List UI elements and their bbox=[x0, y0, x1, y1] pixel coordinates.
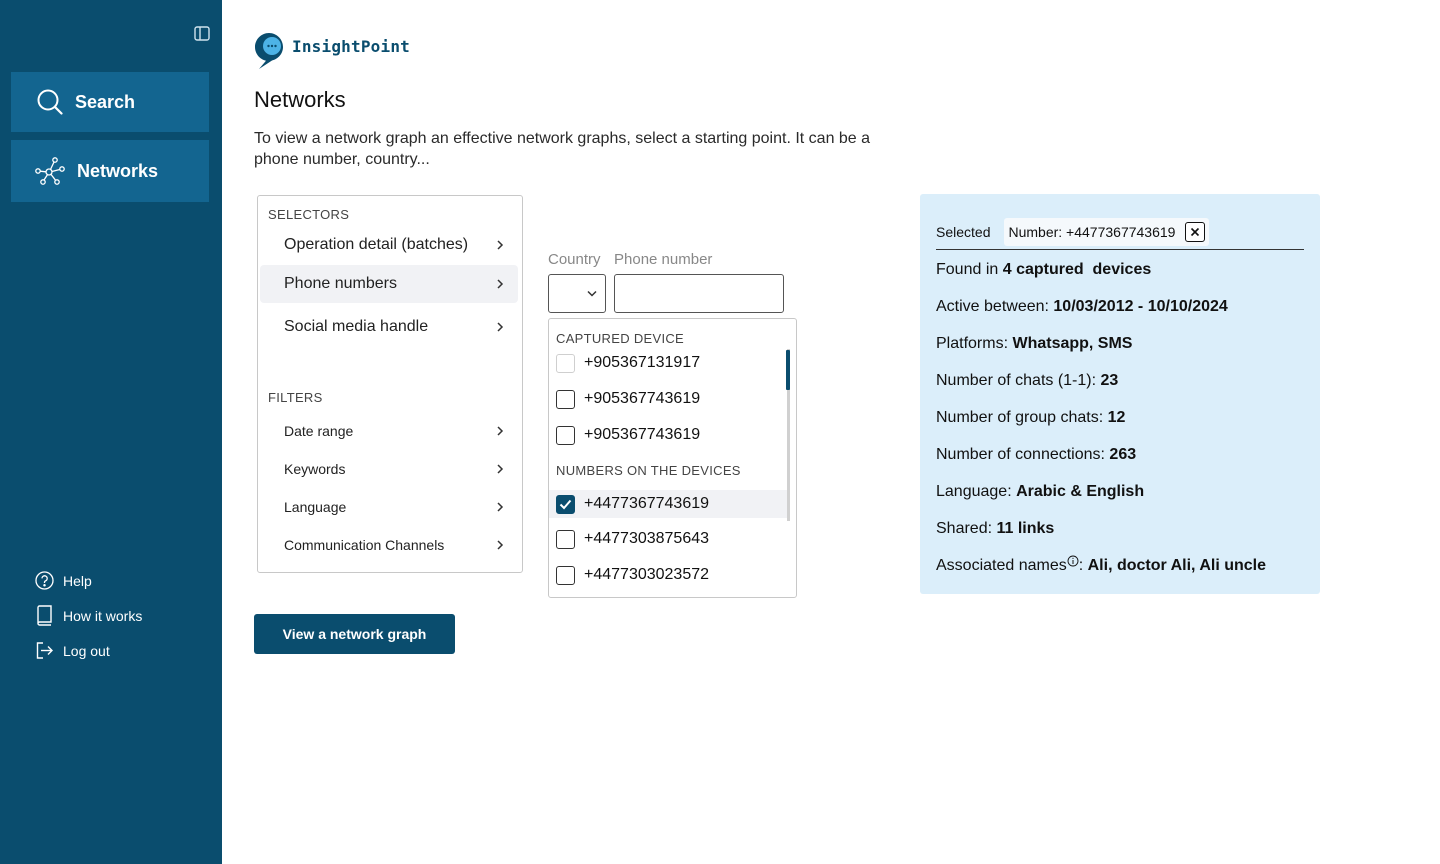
info-language bbox=[936, 483, 1144, 501]
info-value: 23 bbox=[1100, 372, 1119, 389]
phone-number-text: +905367131917 bbox=[584, 354, 701, 371]
book-icon bbox=[35, 605, 54, 626]
sidebar-collapse-icon[interactable] bbox=[194, 26, 210, 41]
chevron-right-icon bbox=[494, 463, 506, 475]
info-label: Associated names bbox=[936, 557, 1067, 574]
info-value: 11 links bbox=[996, 520, 1055, 537]
remove-selection-button[interactable] bbox=[1185, 222, 1205, 242]
filters-heading: FILTERS bbox=[268, 390, 323, 405]
checkbox[interactable] bbox=[556, 354, 575, 373]
chip-label: Number: +4477367743619 bbox=[1008, 223, 1176, 240]
list-item[interactable] bbox=[549, 421, 787, 449]
logout-label: Log out bbox=[63, 642, 110, 659]
scrollbar-thumb[interactable] bbox=[786, 350, 790, 390]
network-icon bbox=[35, 157, 65, 185]
chevron-down-icon bbox=[586, 290, 598, 298]
info-group-chats bbox=[936, 409, 1125, 427]
checkmark-icon bbox=[559, 499, 572, 510]
selector-social-media-handle[interactable] bbox=[260, 308, 518, 346]
info-platforms bbox=[936, 335, 1132, 353]
info-label: Active between: bbox=[936, 298, 1054, 315]
app-name: InsightPoint bbox=[292, 36, 410, 56]
selected-chip bbox=[1004, 218, 1209, 246]
logout-link[interactable] bbox=[35, 641, 110, 660]
captured-device-heading: CAPTURED DEVICE bbox=[556, 331, 685, 346]
list-item[interactable] bbox=[549, 561, 787, 589]
info-chats bbox=[936, 372, 1118, 390]
info-label: Platforms: bbox=[936, 335, 1013, 352]
info-value: Ali, doctor Ali, Ali uncle bbox=[1087, 557, 1267, 574]
selectors-heading: SELECTORS bbox=[268, 207, 350, 222]
filter-label: Language bbox=[284, 499, 347, 515]
checkbox[interactable] bbox=[556, 426, 575, 445]
nav-search[interactable] bbox=[11, 72, 209, 132]
chevron-right-icon bbox=[494, 278, 506, 290]
info-label: Number of connections: bbox=[936, 446, 1110, 463]
checkbox-checked[interactable] bbox=[556, 495, 575, 514]
logout-icon bbox=[35, 641, 54, 660]
nav-networks-label: Networks bbox=[77, 160, 159, 181]
info-value: 12 bbox=[1107, 409, 1126, 426]
list-item[interactable] bbox=[549, 349, 787, 377]
filter-keywords[interactable] bbox=[260, 452, 518, 486]
list-item[interactable] bbox=[549, 525, 787, 553]
info-label: Number of group chats: bbox=[936, 409, 1108, 426]
selector-operation-detail[interactable] bbox=[260, 226, 518, 264]
filter-label: Communication Channels bbox=[284, 537, 445, 553]
filter-language[interactable] bbox=[260, 490, 518, 524]
info-value: 10/03/2012 - 10/10/2024 bbox=[1053, 298, 1228, 315]
phone-number-text: +905367743619 bbox=[584, 390, 701, 407]
sidebar bbox=[0, 0, 222, 864]
nav-networks[interactable] bbox=[11, 140, 209, 202]
help-icon bbox=[35, 571, 54, 590]
numbers-on-devices-heading: NUMBERS ON THE DEVICES bbox=[556, 463, 741, 478]
how-it-works-link[interactable] bbox=[35, 605, 142, 626]
help-link[interactable] bbox=[35, 571, 92, 590]
info-icon[interactable] bbox=[1067, 555, 1079, 567]
phone-number-text: +4477303875643 bbox=[584, 530, 710, 547]
chevron-right-icon bbox=[494, 239, 506, 251]
selection-info-panel bbox=[920, 194, 1320, 594]
list-item[interactable] bbox=[549, 385, 787, 413]
info-value: Whatsapp, SMS bbox=[1012, 335, 1133, 352]
chevron-right-icon bbox=[494, 321, 506, 333]
checkbox[interactable] bbox=[556, 530, 575, 549]
info-label: Language: bbox=[936, 483, 1017, 500]
phone-number-text: +4477303023572 bbox=[584, 566, 710, 583]
info-value: 263 bbox=[1109, 446, 1137, 463]
phone-number-dropdown[interactable] bbox=[548, 318, 797, 598]
info-separator: : bbox=[1078, 557, 1088, 574]
view-network-graph-button[interactable]: View a network graph bbox=[254, 614, 455, 654]
selectors-panel bbox=[257, 195, 523, 573]
help-label: Help bbox=[63, 572, 92, 589]
selector-phone-numbers[interactable] bbox=[260, 265, 518, 303]
info-found bbox=[936, 261, 1151, 279]
info-active-between bbox=[936, 298, 1228, 316]
filter-date-range[interactable] bbox=[260, 414, 518, 448]
info-label: Number of chats (1-1): bbox=[936, 372, 1101, 389]
selected-label: Selected bbox=[936, 223, 991, 240]
list-item[interactable] bbox=[549, 490, 787, 518]
phone-number-label: Phone number bbox=[614, 251, 713, 268]
app-logo bbox=[254, 32, 410, 70]
chat-bubble-logo-icon bbox=[254, 32, 284, 70]
info-value: 4 captured devices bbox=[1002, 261, 1152, 278]
close-icon bbox=[1190, 227, 1200, 237]
country-select[interactable] bbox=[548, 274, 606, 313]
selector-label: Social media handle bbox=[284, 318, 429, 335]
filter-label: Date range bbox=[284, 423, 354, 439]
phone-number-text: +905367743619 bbox=[584, 426, 701, 443]
chevron-right-icon bbox=[494, 501, 506, 513]
checkbox[interactable] bbox=[556, 390, 575, 409]
page-description: To view a network graph an effective network graphs, select a starting point. It can be a phone number, country... bbox=[254, 130, 871, 168]
info-associated-names bbox=[936, 557, 1266, 575]
info-label: Shared: bbox=[936, 520, 997, 537]
selector-label: Operation detail (batches) bbox=[284, 236, 469, 253]
phone-number-text: +4477367743619 bbox=[584, 495, 710, 512]
info-connections bbox=[936, 446, 1136, 464]
info-shared bbox=[936, 520, 1054, 538]
search-icon bbox=[37, 89, 63, 115]
how-it-works-label: How it works bbox=[63, 607, 143, 624]
selection-header bbox=[936, 214, 1304, 250]
country-label: Country bbox=[548, 251, 601, 268]
info-value: Arabic & English bbox=[1016, 483, 1145, 500]
chevron-right-icon bbox=[494, 539, 506, 551]
filter-communication-channels[interactable] bbox=[260, 528, 518, 562]
filter-label: Keywords bbox=[284, 461, 346, 477]
info-label: Found in bbox=[936, 261, 1003, 278]
page-title: Networks bbox=[254, 87, 346, 112]
nav-search-label: Search bbox=[75, 91, 136, 112]
phone-number-input[interactable] bbox=[614, 274, 784, 313]
selector-label: Phone numbers bbox=[284, 275, 397, 292]
chevron-right-icon bbox=[494, 425, 506, 437]
checkbox[interactable] bbox=[556, 566, 575, 585]
